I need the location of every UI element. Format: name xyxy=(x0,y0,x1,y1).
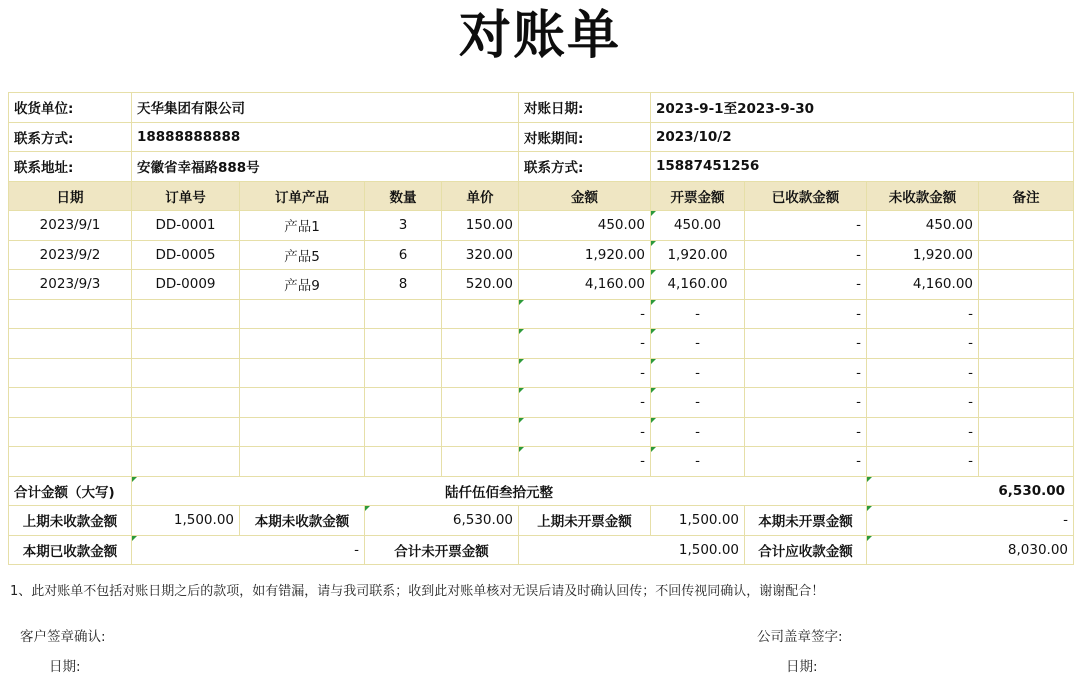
table-cell xyxy=(442,447,519,477)
table-cell xyxy=(979,388,1074,418)
table-row xyxy=(9,270,1074,300)
total-words: 陆仟伍佰叁拾元整 xyxy=(132,476,867,506)
data-rows xyxy=(9,211,1074,477)
table-cell xyxy=(132,388,240,418)
table-cell xyxy=(979,240,1074,270)
table-cell xyxy=(132,329,240,359)
page-title: 对账单 xyxy=(458,6,621,66)
column-header: 数量 xyxy=(365,181,442,211)
table-cell: DD-0005 xyxy=(132,240,240,270)
table-cell: 产品5 xyxy=(240,240,365,270)
table-row xyxy=(9,447,1074,477)
info-label: 联系地址: xyxy=(9,152,132,182)
table-cell xyxy=(365,358,442,388)
table-cell: - xyxy=(519,358,651,388)
table-cell: - xyxy=(745,329,867,359)
table-cell: 450.00 xyxy=(867,211,979,241)
table-cell: 450.00 xyxy=(519,211,651,241)
table-cell: - xyxy=(519,329,651,359)
table-cell: 1,920.00 xyxy=(867,240,979,270)
table-cell xyxy=(979,358,1074,388)
table-cell: 产品1 xyxy=(240,211,365,241)
info-label: 收货单位: xyxy=(9,93,132,123)
table-cell: DD-0009 xyxy=(132,270,240,300)
table-cell: - xyxy=(867,417,979,447)
table-cell: - xyxy=(867,447,979,477)
table-cell: - xyxy=(745,240,867,270)
column-header: 备注 xyxy=(979,181,1074,211)
summary-label: 本期已收款金额 xyxy=(9,535,132,565)
table-cell: - xyxy=(745,299,867,329)
table-cell xyxy=(365,299,442,329)
summary-value: - xyxy=(867,506,1074,536)
table-cell xyxy=(979,447,1074,477)
column-header: 订单号 xyxy=(132,181,240,211)
table-cell xyxy=(132,358,240,388)
table-row xyxy=(9,329,1074,359)
column-header-row xyxy=(9,181,1074,211)
table-row xyxy=(9,299,1074,329)
table-cell xyxy=(132,299,240,329)
table-cell xyxy=(240,329,365,359)
info-value: 2023/10/2 xyxy=(651,122,1074,152)
info-value: 18888888888 xyxy=(132,122,519,152)
table-cell xyxy=(979,270,1074,300)
customer-signature-label: 客户签章确认: xyxy=(20,629,106,645)
table-cell: - xyxy=(745,447,867,477)
table-cell xyxy=(240,447,365,477)
table-cell: 320.00 xyxy=(442,240,519,270)
summary-value: 1,500.00 xyxy=(651,506,745,536)
info-label: 对账日期: xyxy=(519,93,651,123)
table-cell xyxy=(365,329,442,359)
customer-date-label: 日期: xyxy=(49,659,81,675)
total-row xyxy=(9,476,1074,506)
table-cell xyxy=(240,358,365,388)
table-row xyxy=(9,388,1074,418)
table-cell xyxy=(979,211,1074,241)
table-cell: 1,920.00 xyxy=(519,240,651,270)
table-cell: - xyxy=(867,388,979,418)
total-label: 合计金额（大写) xyxy=(9,476,132,506)
info-row xyxy=(9,152,1074,182)
summary-label: 本期未开票金额 xyxy=(745,506,867,536)
table-cell xyxy=(442,358,519,388)
table-cell: - xyxy=(745,211,867,241)
table-cell: - xyxy=(745,388,867,418)
summary-label: 本期未收款金额 xyxy=(240,506,365,536)
summary-value: - xyxy=(132,535,365,565)
table-cell xyxy=(979,329,1074,359)
info-label: 对账期间: xyxy=(519,122,651,152)
summary-row xyxy=(9,535,1074,565)
table-cell: 3 xyxy=(365,211,442,241)
table-cell xyxy=(365,388,442,418)
table-cell xyxy=(240,299,365,329)
table-cell: 6 xyxy=(365,240,442,270)
table-cell: - xyxy=(867,329,979,359)
table-cell: - xyxy=(745,358,867,388)
info-row xyxy=(9,122,1074,152)
table-row xyxy=(9,417,1074,447)
info-value: 安徽省幸福路888号 xyxy=(132,152,519,182)
table-cell: - xyxy=(651,299,745,329)
summary-row xyxy=(9,506,1074,536)
table-cell: 4,160.00 xyxy=(867,270,979,300)
table-cell xyxy=(9,329,132,359)
table-cell xyxy=(9,417,132,447)
table-cell: - xyxy=(651,358,745,388)
table-cell: 4,160.00 xyxy=(519,270,651,300)
info-row xyxy=(9,93,1074,123)
info-label: 联系方式: xyxy=(9,122,132,152)
table-cell xyxy=(240,388,365,418)
table-row xyxy=(9,211,1074,241)
table-cell xyxy=(9,358,132,388)
summary-value: 6,530.00 xyxy=(365,506,519,536)
table-cell: 4,160.00 xyxy=(651,270,745,300)
table-cell: 产品9 xyxy=(240,270,365,300)
table-cell: - xyxy=(519,388,651,418)
footnote: 1、此对账单不包括对账日期之后的款项，如有错漏，请与我司联系；收到此对账单核对无误后请及时确认回传；不回传视同确认，谢谢配合！ xyxy=(10,584,825,599)
table-cell: - xyxy=(651,329,745,359)
table-cell xyxy=(442,417,519,447)
table-row xyxy=(9,358,1074,388)
table-cell: 450.00 xyxy=(651,211,745,241)
table-cell: - xyxy=(519,299,651,329)
table-cell xyxy=(365,447,442,477)
table-cell: 8 xyxy=(365,270,442,300)
table-cell: - xyxy=(867,358,979,388)
table-cell xyxy=(240,417,365,447)
total-amount: 6,530.00 xyxy=(867,476,1074,506)
summary-label: 上期未收款金额 xyxy=(9,506,132,536)
summary-label: 上期未开票金额 xyxy=(519,506,651,536)
summary-value: 1,500.00 xyxy=(132,506,240,536)
table-cell: - xyxy=(519,447,651,477)
column-header: 单价 xyxy=(442,181,519,211)
table-cell xyxy=(9,388,132,418)
table-cell xyxy=(9,447,132,477)
table-cell xyxy=(132,447,240,477)
company-date-label: 日期: xyxy=(786,659,818,675)
column-header: 日期 xyxy=(9,181,132,211)
table-cell xyxy=(442,388,519,418)
table-cell xyxy=(979,299,1074,329)
table-cell xyxy=(442,329,519,359)
table-cell: 520.00 xyxy=(442,270,519,300)
table-cell: 1,920.00 xyxy=(651,240,745,270)
statement-table xyxy=(8,92,1074,565)
table-cell: 2023/9/2 xyxy=(9,240,132,270)
info-label: 联系方式: xyxy=(519,152,651,182)
table-cell: - xyxy=(651,447,745,477)
summary-value: 1,500.00 xyxy=(519,535,745,565)
table-cell: 2023/9/3 xyxy=(9,270,132,300)
table-cell xyxy=(442,299,519,329)
table-cell xyxy=(365,417,442,447)
table-row xyxy=(9,240,1074,270)
info-value: 15887451256 xyxy=(651,152,1074,182)
column-header: 订单产品 xyxy=(240,181,365,211)
table-cell: - xyxy=(519,417,651,447)
table-cell: - xyxy=(745,417,867,447)
column-header: 未收款金额 xyxy=(867,181,979,211)
table-cell: DD-0001 xyxy=(132,211,240,241)
table-cell xyxy=(132,417,240,447)
table-cell: 2023/9/1 xyxy=(9,211,132,241)
table-cell: 150.00 xyxy=(442,211,519,241)
summary-value: 8,030.00 xyxy=(867,535,1074,565)
column-header: 开票金额 xyxy=(651,181,745,211)
table-cell: - xyxy=(651,417,745,447)
column-header: 已收款金额 xyxy=(745,181,867,211)
table-cell: - xyxy=(745,270,867,300)
info-value: 2023-9-1至2023-9-30 xyxy=(651,93,1074,123)
summary-label: 合计未开票金额 xyxy=(365,535,519,565)
summary-label: 合计应收款金额 xyxy=(745,535,867,565)
table-cell xyxy=(979,417,1074,447)
column-header: 金额 xyxy=(519,181,651,211)
company-signature-label: 公司盖章签字: xyxy=(757,629,843,645)
info-value: 天华集团有限公司 xyxy=(132,93,519,123)
table-cell: - xyxy=(867,299,979,329)
table-cell xyxy=(9,299,132,329)
table-cell: - xyxy=(651,388,745,418)
